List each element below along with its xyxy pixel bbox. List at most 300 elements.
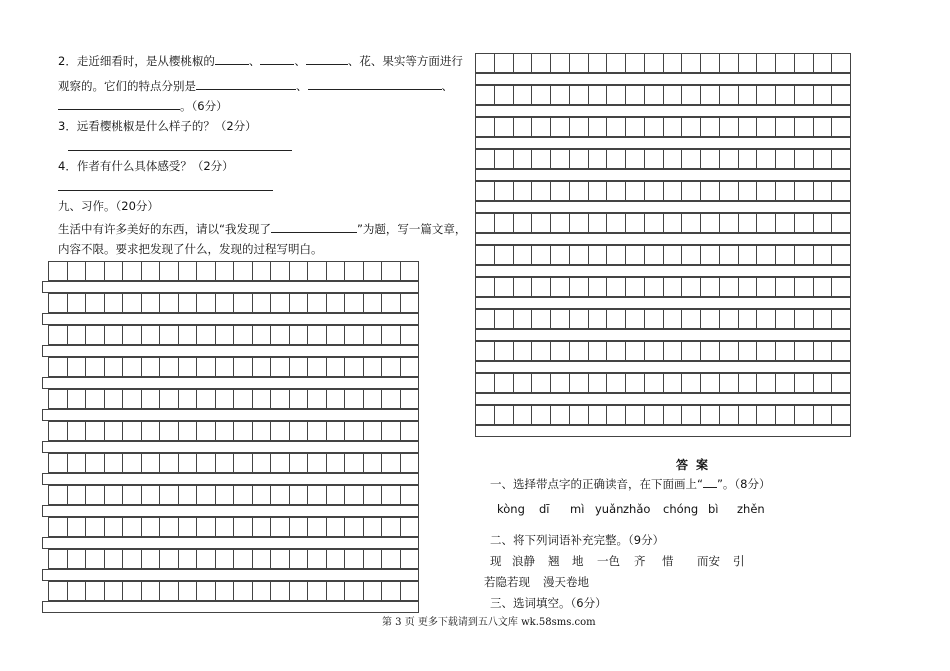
grid-cell[interactable] bbox=[532, 342, 551, 360]
grid-cell[interactable] bbox=[105, 582, 124, 600]
grid-cell[interactable] bbox=[290, 582, 309, 600]
grid-cell[interactable] bbox=[551, 182, 570, 200]
grid-cell[interactable] bbox=[86, 262, 105, 280]
grid-cell[interactable] bbox=[757, 54, 776, 72]
grid-cell[interactable] bbox=[626, 86, 645, 104]
grid-cell[interactable] bbox=[49, 294, 68, 312]
grid-cell[interactable] bbox=[179, 550, 198, 568]
grid-cell[interactable] bbox=[776, 278, 795, 296]
grid-cell[interactable] bbox=[308, 454, 327, 472]
grid-cell[interactable] bbox=[382, 326, 401, 344]
grid-cell[interactable] bbox=[664, 406, 683, 424]
grid-cell[interactable] bbox=[776, 118, 795, 136]
grid-cell[interactable] bbox=[234, 518, 253, 536]
grid-cell[interactable] bbox=[832, 150, 850, 168]
grid-cell[interactable] bbox=[776, 182, 795, 200]
grid-cell[interactable] bbox=[401, 550, 419, 568]
grid-cell[interactable] bbox=[814, 278, 833, 296]
grid-cell[interactable] bbox=[345, 486, 364, 504]
grid-cell[interactable] bbox=[68, 486, 87, 504]
grid-cell[interactable] bbox=[551, 406, 570, 424]
grid-cell[interactable] bbox=[776, 86, 795, 104]
grid-cell[interactable] bbox=[364, 518, 383, 536]
grid-cell[interactable] bbox=[626, 278, 645, 296]
grid-cell[interactable] bbox=[795, 278, 814, 296]
grid-cell[interactable] bbox=[160, 486, 179, 504]
grid-cell[interactable] bbox=[105, 390, 124, 408]
grid-cell[interactable] bbox=[160, 326, 179, 344]
grid-cell[interactable] bbox=[345, 326, 364, 344]
grid-cell[interactable] bbox=[795, 150, 814, 168]
grid-cell[interactable] bbox=[68, 294, 87, 312]
grid-cell[interactable] bbox=[795, 214, 814, 232]
grid-cell[interactable] bbox=[570, 150, 589, 168]
grid-cell[interactable] bbox=[757, 86, 776, 104]
grid-cell[interactable] bbox=[739, 86, 758, 104]
q2-blank-3[interactable] bbox=[306, 52, 348, 65]
grid-cell[interactable] bbox=[645, 214, 664, 232]
grid-cell[interactable] bbox=[757, 150, 776, 168]
grid-cell[interactable] bbox=[179, 390, 198, 408]
grid-cell[interactable] bbox=[308, 550, 327, 568]
grid-cell[interactable] bbox=[832, 54, 850, 72]
grid-cell[interactable] bbox=[795, 406, 814, 424]
grid-cell[interactable] bbox=[720, 150, 739, 168]
grid-cell[interactable] bbox=[701, 150, 720, 168]
grid-cell[interactable] bbox=[49, 390, 68, 408]
grid-cell[interactable] bbox=[682, 342, 701, 360]
grid-cell[interactable] bbox=[345, 550, 364, 568]
grid-cell[interactable] bbox=[160, 454, 179, 472]
grid-cell[interactable] bbox=[382, 358, 401, 376]
grid-cell[interactable] bbox=[401, 390, 419, 408]
grid-cell[interactable] bbox=[271, 294, 290, 312]
grid-cell[interactable] bbox=[476, 406, 495, 424]
grid-cell[interactable] bbox=[701, 278, 720, 296]
grid-cell[interactable] bbox=[216, 550, 235, 568]
grid-cell[interactable] bbox=[532, 54, 551, 72]
grid-cell[interactable] bbox=[514, 278, 533, 296]
grid-cell[interactable] bbox=[271, 486, 290, 504]
grid-cell[interactable] bbox=[645, 374, 664, 392]
grid-cell[interactable] bbox=[570, 278, 589, 296]
grid-cell[interactable] bbox=[271, 326, 290, 344]
grid-cell[interactable] bbox=[308, 294, 327, 312]
grid-row[interactable] bbox=[48, 517, 419, 537]
grid-cell[interactable] bbox=[757, 182, 776, 200]
grid-cell[interactable] bbox=[345, 294, 364, 312]
grid-cell[interactable] bbox=[814, 86, 833, 104]
grid-cell[interactable] bbox=[86, 454, 105, 472]
grid-cell[interactable] bbox=[570, 86, 589, 104]
grid-cell[interactable] bbox=[253, 486, 272, 504]
grid-cell[interactable] bbox=[664, 54, 683, 72]
grid-cell[interactable] bbox=[68, 358, 87, 376]
grid-cell[interactable] bbox=[682, 150, 701, 168]
grid-cell[interactable] bbox=[701, 86, 720, 104]
grid-cell[interactable] bbox=[570, 246, 589, 264]
q2-blank-2[interactable] bbox=[260, 52, 294, 65]
grid-cell[interactable] bbox=[739, 374, 758, 392]
grid-cell[interactable] bbox=[123, 262, 142, 280]
grid-cell[interactable] bbox=[234, 262, 253, 280]
grid-cell[interactable] bbox=[495, 310, 514, 328]
grid-cell[interactable] bbox=[757, 342, 776, 360]
grid-cell[interactable] bbox=[701, 54, 720, 72]
grid-row[interactable] bbox=[475, 213, 851, 233]
grid-cell[interactable] bbox=[551, 278, 570, 296]
grid-cell[interactable] bbox=[345, 262, 364, 280]
title-blank[interactable] bbox=[271, 220, 357, 233]
grid-cell[interactable] bbox=[49, 262, 68, 280]
grid-cell[interactable] bbox=[308, 486, 327, 504]
grid-cell[interactable] bbox=[532, 182, 551, 200]
grid-cell[interactable] bbox=[495, 214, 514, 232]
grid-cell[interactable] bbox=[179, 358, 198, 376]
grid-cell[interactable] bbox=[234, 550, 253, 568]
grid-cell[interactable] bbox=[49, 582, 68, 600]
grid-cell[interactable] bbox=[495, 246, 514, 264]
grid-cell[interactable] bbox=[776, 246, 795, 264]
grid-cell[interactable] bbox=[327, 294, 346, 312]
grid-cell[interactable] bbox=[290, 326, 309, 344]
grid-cell[interactable] bbox=[589, 214, 608, 232]
grid-cell[interactable] bbox=[551, 374, 570, 392]
grid-cell[interactable] bbox=[739, 342, 758, 360]
grid-row[interactable] bbox=[48, 325, 419, 345]
grid-row[interactable] bbox=[475, 373, 851, 393]
grid-cell[interactable] bbox=[179, 454, 198, 472]
grid-cell[interactable] bbox=[142, 358, 161, 376]
grid-cell[interactable] bbox=[720, 278, 739, 296]
grid-cell[interactable] bbox=[160, 518, 179, 536]
grid-cell[interactable] bbox=[720, 310, 739, 328]
grid-cell[interactable] bbox=[589, 342, 608, 360]
grid-cell[interactable] bbox=[682, 374, 701, 392]
grid-cell[interactable] bbox=[364, 262, 383, 280]
grid-cell[interactable] bbox=[495, 342, 514, 360]
grid-cell[interactable] bbox=[626, 214, 645, 232]
grid-cell[interactable] bbox=[105, 294, 124, 312]
grid-cell[interactable] bbox=[476, 374, 495, 392]
grid-cell[interactable] bbox=[68, 518, 87, 536]
grid-cell[interactable] bbox=[814, 214, 833, 232]
grid-cell[interactable] bbox=[626, 310, 645, 328]
grid-cell[interactable] bbox=[216, 358, 235, 376]
grid-cell[interactable] bbox=[701, 374, 720, 392]
grid-cell[interactable] bbox=[327, 326, 346, 344]
grid-cell[interactable] bbox=[664, 118, 683, 136]
grid-cell[interactable] bbox=[123, 294, 142, 312]
grid-cell[interactable] bbox=[401, 454, 419, 472]
grid-cell[interactable] bbox=[720, 246, 739, 264]
grid-cell[interactable] bbox=[290, 390, 309, 408]
grid-cell[interactable] bbox=[832, 118, 850, 136]
grid-cell[interactable] bbox=[345, 582, 364, 600]
grid-cell[interactable] bbox=[739, 310, 758, 328]
q2-blank-1[interactable] bbox=[215, 52, 249, 65]
grid-row[interactable] bbox=[48, 453, 419, 473]
grid-cell[interactable] bbox=[234, 486, 253, 504]
grid-cell[interactable] bbox=[814, 246, 833, 264]
grid-cell[interactable] bbox=[327, 358, 346, 376]
grid-cell[interactable] bbox=[327, 518, 346, 536]
grid-cell[interactable] bbox=[701, 182, 720, 200]
grid-cell[interactable] bbox=[290, 294, 309, 312]
grid-cell[interactable] bbox=[253, 582, 272, 600]
grid-cell[interactable] bbox=[739, 182, 758, 200]
grid-cell[interactable] bbox=[105, 326, 124, 344]
grid-cell[interactable] bbox=[814, 374, 833, 392]
grid-cell[interactable] bbox=[49, 486, 68, 504]
grid-cell[interactable] bbox=[123, 358, 142, 376]
grid-cell[interactable] bbox=[142, 390, 161, 408]
grid-cell[interactable] bbox=[607, 150, 626, 168]
grid-cell[interactable] bbox=[401, 326, 419, 344]
grid-cell[interactable] bbox=[589, 374, 608, 392]
grid-cell[interactable] bbox=[626, 150, 645, 168]
grid-cell[interactable] bbox=[739, 214, 758, 232]
grid-cell[interactable] bbox=[814, 406, 833, 424]
grid-cell[interactable] bbox=[271, 390, 290, 408]
grid-cell[interactable] bbox=[495, 150, 514, 168]
grid-cell[interactable] bbox=[86, 550, 105, 568]
grid-cell[interactable] bbox=[832, 342, 850, 360]
grid-cell[interactable] bbox=[86, 358, 105, 376]
grid-row[interactable] bbox=[475, 309, 851, 329]
grid-cell[interactable] bbox=[49, 518, 68, 536]
grid-cell[interactable] bbox=[234, 358, 253, 376]
grid-cell[interactable] bbox=[271, 262, 290, 280]
q3-answer-line[interactable] bbox=[68, 150, 292, 151]
grid-cell[interactable] bbox=[795, 54, 814, 72]
grid-cell[interactable] bbox=[216, 518, 235, 536]
grid-cell[interactable] bbox=[832, 278, 850, 296]
grid-cell[interactable] bbox=[271, 422, 290, 440]
grid-cell[interactable] bbox=[401, 262, 419, 280]
grid-cell[interactable] bbox=[142, 294, 161, 312]
grid-cell[interactable] bbox=[795, 342, 814, 360]
grid-cell[interactable] bbox=[401, 518, 419, 536]
grid-cell[interactable] bbox=[234, 454, 253, 472]
grid-row[interactable] bbox=[475, 277, 851, 297]
grid-cell[interactable] bbox=[514, 406, 533, 424]
grid-cell[interactable] bbox=[327, 582, 346, 600]
grid-cell[interactable] bbox=[197, 358, 216, 376]
grid-cell[interactable] bbox=[645, 118, 664, 136]
grid-cell[interactable] bbox=[308, 582, 327, 600]
grid-cell[interactable] bbox=[626, 118, 645, 136]
grid-cell[interactable] bbox=[570, 182, 589, 200]
grid-cell[interactable] bbox=[253, 358, 272, 376]
grid-cell[interactable] bbox=[795, 374, 814, 392]
grid-cell[interactable] bbox=[123, 454, 142, 472]
grid-cell[interactable] bbox=[682, 310, 701, 328]
grid-cell[interactable] bbox=[382, 518, 401, 536]
grid-cell[interactable] bbox=[514, 150, 533, 168]
grid-cell[interactable] bbox=[626, 182, 645, 200]
grid-cell[interactable] bbox=[682, 246, 701, 264]
grid-cell[interactable] bbox=[757, 246, 776, 264]
grid-cell[interactable] bbox=[589, 86, 608, 104]
grid-cell[interactable] bbox=[253, 262, 272, 280]
grid-cell[interactable] bbox=[495, 118, 514, 136]
grid-cell[interactable] bbox=[197, 454, 216, 472]
grid-cell[interactable] bbox=[253, 422, 272, 440]
grid-cell[interactable] bbox=[795, 246, 814, 264]
grid-cell[interactable] bbox=[682, 86, 701, 104]
grid-cell[interactable] bbox=[701, 310, 720, 328]
grid-cell[interactable] bbox=[607, 214, 626, 232]
grid-cell[interactable] bbox=[476, 182, 495, 200]
grid-cell[interactable] bbox=[197, 326, 216, 344]
grid-cell[interactable] bbox=[308, 358, 327, 376]
grid-cell[interactable] bbox=[49, 422, 68, 440]
grid-cell[interactable] bbox=[327, 262, 346, 280]
grid-cell[interactable] bbox=[382, 294, 401, 312]
grid-cell[interactable] bbox=[401, 486, 419, 504]
grid-cell[interactable] bbox=[179, 326, 198, 344]
grid-cell[interactable] bbox=[364, 550, 383, 568]
grid-cell[interactable] bbox=[179, 262, 198, 280]
grid-cell[interactable] bbox=[197, 550, 216, 568]
q4-answer-line[interactable] bbox=[58, 190, 273, 191]
grid-cell[interactable] bbox=[570, 342, 589, 360]
grid-cell[interactable] bbox=[551, 54, 570, 72]
grid-cell[interactable] bbox=[776, 310, 795, 328]
grid-cell[interactable] bbox=[664, 182, 683, 200]
grid-cell[interactable] bbox=[832, 374, 850, 392]
grid-cell[interactable] bbox=[142, 550, 161, 568]
grid-cell[interactable] bbox=[607, 246, 626, 264]
grid-cell[interactable] bbox=[253, 294, 272, 312]
grid-cell[interactable] bbox=[664, 150, 683, 168]
grid-cell[interactable] bbox=[271, 582, 290, 600]
grid-cell[interactable] bbox=[327, 422, 346, 440]
grid-row[interactable] bbox=[48, 261, 419, 281]
grid-cell[interactable] bbox=[476, 310, 495, 328]
grid-row[interactable] bbox=[475, 341, 851, 361]
grid-cell[interactable] bbox=[495, 406, 514, 424]
grid-cell[interactable] bbox=[253, 454, 272, 472]
grid-cell[interactable] bbox=[589, 278, 608, 296]
grid-cell[interactable] bbox=[68, 550, 87, 568]
grid-cell[interactable] bbox=[514, 86, 533, 104]
grid-cell[interactable] bbox=[476, 246, 495, 264]
grid-cell[interactable] bbox=[814, 118, 833, 136]
grid-cell[interactable] bbox=[701, 246, 720, 264]
grid-row[interactable] bbox=[48, 421, 419, 441]
grid-cell[interactable] bbox=[626, 406, 645, 424]
grid-cell[interactable] bbox=[216, 582, 235, 600]
grid-cell[interactable] bbox=[551, 118, 570, 136]
grid-cell[interactable] bbox=[401, 582, 419, 600]
grid-cell[interactable] bbox=[382, 390, 401, 408]
grid-cell[interactable] bbox=[570, 406, 589, 424]
grid-cell[interactable] bbox=[607, 182, 626, 200]
grid-cell[interactable] bbox=[776, 374, 795, 392]
grid-cell[interactable] bbox=[253, 550, 272, 568]
grid-cell[interactable] bbox=[645, 150, 664, 168]
grid-cell[interactable] bbox=[105, 454, 124, 472]
grid-cell[interactable] bbox=[476, 118, 495, 136]
grid-cell[interactable] bbox=[720, 342, 739, 360]
q2-blank-6[interactable] bbox=[58, 97, 180, 110]
grid-cell[interactable] bbox=[364, 390, 383, 408]
grid-cell[interactable] bbox=[382, 454, 401, 472]
grid-cell[interactable] bbox=[570, 214, 589, 232]
grid-cell[interactable] bbox=[514, 182, 533, 200]
grid-cell[interactable] bbox=[664, 278, 683, 296]
grid-cell[interactable] bbox=[197, 422, 216, 440]
grid-cell[interactable] bbox=[123, 326, 142, 344]
grid-cell[interactable] bbox=[739, 150, 758, 168]
grid-cell[interactable] bbox=[514, 246, 533, 264]
grid-cell[interactable] bbox=[776, 150, 795, 168]
grid-cell[interactable] bbox=[514, 54, 533, 72]
grid-cell[interactable] bbox=[814, 310, 833, 328]
grid-cell[interactable] bbox=[720, 214, 739, 232]
grid-cell[interactable] bbox=[514, 310, 533, 328]
grid-cell[interactable] bbox=[308, 422, 327, 440]
grid-cell[interactable] bbox=[68, 262, 87, 280]
grid-cell[interactable] bbox=[308, 518, 327, 536]
grid-cell[interactable] bbox=[739, 54, 758, 72]
grid-cell[interactable] bbox=[271, 518, 290, 536]
grid-cell[interactable] bbox=[327, 486, 346, 504]
grid-cell[interactable] bbox=[626, 246, 645, 264]
grid-cell[interactable] bbox=[290, 486, 309, 504]
grid-cell[interactable] bbox=[795, 86, 814, 104]
grid-cell[interactable] bbox=[345, 390, 364, 408]
grid-cell[interactable] bbox=[197, 486, 216, 504]
grid-cell[interactable] bbox=[645, 406, 664, 424]
grid-cell[interactable] bbox=[49, 358, 68, 376]
grid-cell[interactable] bbox=[682, 214, 701, 232]
grid-cell[interactable] bbox=[142, 454, 161, 472]
grid-cell[interactable] bbox=[739, 278, 758, 296]
grid-cell[interactable] bbox=[720, 54, 739, 72]
grid-cell[interactable] bbox=[197, 518, 216, 536]
grid-cell[interactable] bbox=[476, 342, 495, 360]
grid-cell[interactable] bbox=[290, 454, 309, 472]
grid-cell[interactable] bbox=[142, 422, 161, 440]
grid-cell[interactable] bbox=[308, 262, 327, 280]
grid-cell[interactable] bbox=[532, 310, 551, 328]
grid-cell[interactable] bbox=[234, 582, 253, 600]
grid-cell[interactable] bbox=[364, 486, 383, 504]
grid-cell[interactable] bbox=[401, 358, 419, 376]
grid-cell[interactable] bbox=[216, 454, 235, 472]
grid-cell[interactable] bbox=[589, 406, 608, 424]
grid-cell[interactable] bbox=[514, 118, 533, 136]
grid-cell[interactable] bbox=[476, 54, 495, 72]
grid-cell[interactable] bbox=[682, 406, 701, 424]
grid-cell[interactable] bbox=[68, 422, 87, 440]
grid-cell[interactable] bbox=[720, 86, 739, 104]
grid-cell[interactable] bbox=[364, 582, 383, 600]
grid-cell[interactable] bbox=[739, 406, 758, 424]
grid-cell[interactable] bbox=[327, 454, 346, 472]
grid-cell[interactable] bbox=[832, 182, 850, 200]
grid-cell[interactable] bbox=[551, 342, 570, 360]
grid-cell[interactable] bbox=[160, 390, 179, 408]
grid-cell[interactable] bbox=[271, 550, 290, 568]
grid-cell[interactable] bbox=[142, 326, 161, 344]
grid-cell[interactable] bbox=[160, 262, 179, 280]
grid-cell[interactable] bbox=[701, 214, 720, 232]
grid-cell[interactable] bbox=[495, 374, 514, 392]
